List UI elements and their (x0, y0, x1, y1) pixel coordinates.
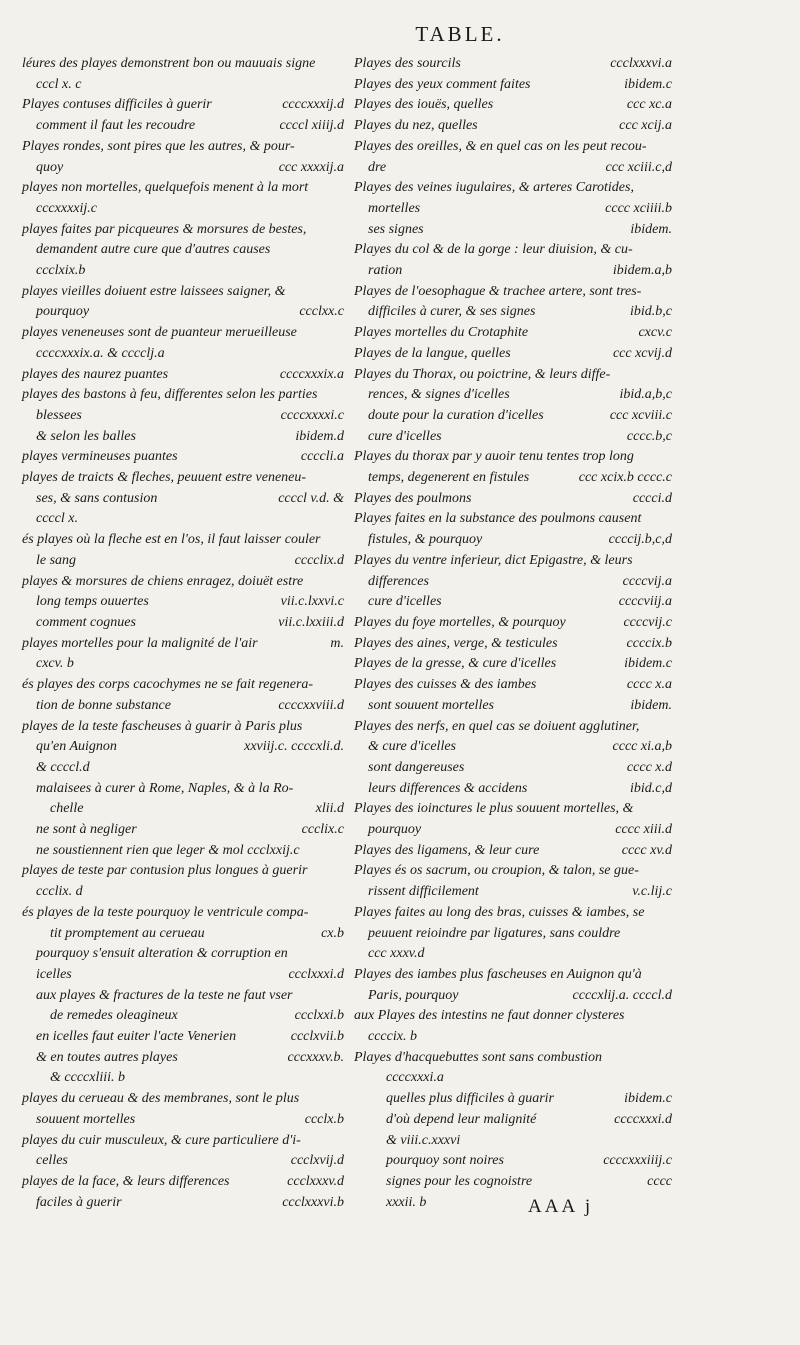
index-entry (354, 489, 672, 510)
index-entry (354, 841, 672, 862)
index-entry (354, 1193, 672, 1214)
index-entry (354, 737, 672, 758)
entry-text: leurs differences & accidens (368, 780, 528, 796)
entry-text: playes mortelles pour la malignité de l'air (22, 635, 258, 651)
entry-text: playes des bastons à feu, differentes selon les parties (22, 387, 318, 403)
index-entry (354, 924, 672, 945)
entry-reference: cx.b (321, 925, 344, 941)
index-entry (354, 1089, 672, 1110)
index-entry (22, 572, 344, 593)
index-entry (22, 613, 344, 634)
entry-text: Playes des sourcils (354, 56, 461, 71)
index-entry (354, 675, 672, 696)
entry-text: Playes d'hacquebuttes sont sans combustion (354, 1049, 602, 1065)
index-entry (22, 116, 344, 137)
index-entry (354, 1110, 672, 1131)
entry-reference: ccclxx.c (299, 304, 344, 320)
index-entry (354, 758, 672, 779)
entry-text: playes & morsures de chiens enragez, doiuët estre (22, 573, 304, 589)
index-entry (354, 717, 672, 738)
index-entry (22, 1110, 344, 1131)
entry-text: peuuent reioindre par ligatures, sans couldre (368, 925, 621, 941)
index-entry (354, 220, 672, 241)
index-entry (354, 323, 672, 344)
entry-text: & cure d'icelles (368, 739, 456, 755)
index-entry (22, 199, 344, 220)
entry-reference: v.c.lij.c (632, 884, 672, 900)
entry-reference: cccc.b,c (626, 428, 672, 444)
entry-text: signes pour les cognoistre (386, 1173, 533, 1189)
entry-text: Playes du Thorax, ou poictrine, & leurs diffe- (354, 366, 611, 382)
entry-text: Playes des oreilles, & en quel cas on les peut recou- (354, 138, 647, 154)
index-entry (22, 137, 344, 158)
index-entry (354, 1048, 672, 1069)
entry-text: qu'en Auignon (36, 739, 117, 755)
entry-reference: cccclix.d (294, 552, 344, 568)
index-entry (354, 54, 672, 75)
index-entry (22, 696, 344, 717)
signature-mark: AAA j (528, 1196, 594, 1217)
entry-reference: ccc xxxxij.a (278, 159, 344, 175)
index-entry (354, 882, 672, 903)
entry-text: Playes és os sacrum, ou croupion, & talon, se gue- (354, 863, 639, 879)
index-entry (22, 551, 344, 572)
entry-reference: ccccviij.a (618, 594, 672, 610)
entry-reference: ccclxvii.b (290, 1029, 344, 1045)
entry-reference: ccccix.b (626, 635, 672, 651)
entry-text: cccl x. c (36, 76, 82, 92)
entry-reference: ccccxxxi.d (614, 1111, 672, 1127)
entry-text: cure d'icelles (368, 428, 442, 444)
index-entry (22, 1006, 344, 1027)
entry-reference: ibidem.c (624, 76, 672, 92)
index-entry (22, 385, 344, 406)
index-entry (354, 1151, 672, 1172)
entry-text: Playes des iambes plus fascheuses en Auignon qu'à (354, 966, 642, 982)
entry-text: Playes du foye mortelles, & pourquoy (354, 614, 566, 630)
entry-text: & selon les balles (36, 428, 136, 444)
entry-reference: cccc (647, 1173, 672, 1189)
entry-text: comment il faut les recoudre (36, 118, 196, 134)
entry-text: Playes des cuisses & des iambes (354, 677, 537, 693)
index-entry (22, 302, 344, 323)
entry-reference: ibidem.c (624, 656, 672, 672)
entry-text: Playes mortelles du Crotaphite (354, 325, 529, 341)
entry-text: Playes de la langue, quelles (354, 345, 511, 361)
entry-text: Playes du ventre inferieur, dict Epigastre, & leurs (354, 552, 633, 568)
index-entry (354, 240, 672, 261)
index-entry (22, 323, 344, 344)
entry-text: pourquoy sont noires (386, 1153, 504, 1169)
entry-reference: ccc xcij.a (619, 118, 672, 134)
entry-text: cccxxxxij.c (36, 200, 97, 216)
entry-reference: ccccvij.c (623, 614, 672, 630)
index-entry (22, 986, 344, 1007)
entry-text: differences (368, 573, 429, 589)
index-entry (22, 758, 344, 779)
page-header (0, 22, 800, 47)
index-entry (22, 447, 344, 468)
entry-reference: cccci.d (632, 490, 672, 506)
entry-reference: ccclxxxv.d (287, 1173, 344, 1189)
index-column-left (22, 54, 344, 1213)
index-entry (22, 675, 344, 696)
entry-text: ccclix. d (36, 884, 83, 900)
index-entry (22, 1172, 344, 1193)
entry-text: Playes des poulmons (354, 490, 472, 506)
index-entry (22, 1131, 344, 1152)
entry-text: playes non mortelles, quelquefois menent à la mort (22, 180, 309, 196)
entry-reference: cccc xciiii.b (605, 200, 672, 216)
entry-reference: ccc xcvij.d (612, 345, 672, 361)
entry-reference: ccclxxxi.d (288, 966, 344, 982)
entry-text: Playes du col & de la gorge : leur diuision, & cu- (354, 242, 633, 258)
index-entry (22, 54, 344, 75)
index-entry (354, 572, 672, 593)
index-entry (22, 820, 344, 841)
entry-reference: xxviij.c. ccccxli.d. (244, 739, 344, 755)
index-entry (22, 634, 344, 655)
index-entry (354, 1131, 672, 1152)
index-column-right (354, 54, 672, 1213)
entry-text: playes de la face, & leurs differences (22, 1173, 230, 1189)
entry-reference: ccclix.c (301, 822, 344, 838)
entry-text: playes veneneuses sont de puanteur merueilleuse (22, 325, 297, 341)
index-entry (354, 613, 672, 634)
entry-text: ne sont à negliger (36, 822, 137, 838)
entry-text: Playes des yeux comment faites (354, 76, 531, 92)
entry-reference: cccc xv.d (621, 842, 672, 858)
index-entry (354, 986, 672, 1007)
index-entry (354, 530, 672, 551)
entry-reference: ccc xcix.b cccc.c (578, 470, 672, 486)
entry-reference: ccclx.b (304, 1111, 344, 1127)
index-entry (354, 137, 672, 158)
entry-text: és playes où la fleche est en l'os, il faut laisser couler (22, 532, 321, 548)
entry-text: Playes rondes, sont pires que les autres, & pour- (22, 138, 295, 154)
entry-reference: cccc xi.a,b (612, 739, 672, 755)
entry-text: Playes des ligamens, & leur cure (354, 842, 540, 858)
index-entry (22, 530, 344, 551)
index-entry (354, 965, 672, 986)
entry-text: mortelles (368, 200, 421, 216)
index-entry (22, 95, 344, 116)
index-entry (22, 1027, 344, 1048)
entry-reference: ccccxxxix.a (279, 366, 344, 382)
entry-text: playes des naurez puantes (22, 366, 169, 382)
entry-reference: ibidem. (630, 697, 672, 713)
index-entry (22, 75, 344, 96)
entry-text: playes de traicts & fleches, peuuent estre veneneu- (22, 470, 307, 486)
index-entry (354, 75, 672, 96)
index-entry (354, 282, 672, 303)
index-entry (354, 592, 672, 613)
index-entry (354, 944, 672, 965)
index-entry (354, 344, 672, 365)
index-entry (22, 841, 344, 862)
entry-text: fistules, & pourquoy (368, 532, 483, 548)
entry-reference: ibid.a,b,c (619, 387, 672, 403)
entry-text: blessees (36, 407, 82, 423)
entry-reference: ccc xc.a (626, 97, 672, 113)
entry-text: Playes des nerfs, en quel cas se doiuent agglutiner, (354, 718, 640, 734)
index-entry (22, 965, 344, 986)
index-entry (354, 302, 672, 323)
entry-text: en icelles faut euiter l'acte Venerien (36, 1029, 237, 1045)
entry-text: playes vieilles doiuent estre laissees saigner, & (22, 283, 286, 299)
index-entry (354, 178, 672, 199)
entry-text: Playes du nez, quelles (354, 118, 478, 134)
index-entry (22, 261, 344, 282)
entry-text: & ccccl.d (36, 759, 90, 775)
entry-reference: ccccxxxiiij.c (603, 1153, 672, 1169)
entry-reference: m. (330, 635, 344, 651)
index-entry (22, 282, 344, 303)
entry-text: pourquoy (36, 304, 90, 320)
index-entry (22, 1193, 344, 1214)
index-entry (354, 654, 672, 675)
entry-text: Playes des aines, verge, & testicules (354, 635, 558, 651)
entry-text: difficiles à curer, & ses signes (368, 304, 536, 320)
entry-text: & ccccxliii. b (50, 1070, 126, 1086)
entry-text: playes du cerueau & des membranes, sont le plus (22, 1091, 300, 1107)
entry-reference: ccccxxxij.d (282, 97, 344, 113)
index-entry (354, 903, 672, 924)
entry-reference: ibidem.c (624, 1091, 672, 1107)
index-entry (354, 799, 672, 820)
entry-text: ses signes (368, 221, 424, 237)
index-entry (22, 944, 344, 965)
entry-text: Playes faites au long des bras, cuisses & iambes, se (354, 904, 645, 920)
entry-text: cxcv. b (36, 656, 74, 672)
page-title: TABLE. (415, 22, 505, 46)
entry-text: le sang (36, 552, 77, 568)
entry-reference: cxcv.c (638, 325, 672, 341)
index-entry (22, 1068, 344, 1089)
entry-text: demandent autre cure que d'autres causes (36, 242, 271, 258)
index-entry (354, 365, 672, 386)
entry-text: playes du cuir musculeux, & cure particuliere d'i- (22, 1132, 301, 1148)
entry-text: Playes des ioinctures le plus souuent mortelles, & (354, 801, 634, 817)
index-entry (22, 406, 344, 427)
entry-reference: ccclxxxvi.b (282, 1194, 344, 1210)
entry-text: ccccxxxi.a (386, 1070, 444, 1086)
entry-reference: ccc xciii.c,d (605, 159, 672, 175)
index-entry (22, 737, 344, 758)
index-entry (354, 634, 672, 655)
entry-text: Paris, pourquoy (368, 987, 459, 1003)
entry-text: playes de teste par contusion plus longues à guerir (22, 863, 308, 879)
entry-text: dre (368, 159, 387, 175)
entry-text: ne soustiennent rien que leger & mol ccclxxij.c (36, 842, 300, 858)
index-entry (354, 551, 672, 572)
entry-reference: cccxxxv.b. (287, 1049, 344, 1065)
entry-text: tit promptement au cerueau (50, 925, 205, 941)
index-entry (354, 427, 672, 448)
index-entry (354, 199, 672, 220)
entry-text: souuent mortelles (36, 1111, 136, 1127)
index-entry (354, 861, 672, 882)
entry-text: ses, & sans contusion (36, 490, 158, 506)
index-entry (22, 1089, 344, 1110)
entry-reference: ccccxlij.a. ccccl.d (572, 987, 672, 1003)
entry-reference: ccccl v.d. & (278, 490, 344, 506)
entry-text: quelles plus difficiles à guarir (386, 1091, 554, 1107)
entry-text: tion de bonne substance (36, 697, 171, 713)
entry-text: sont souuent mortelles (368, 697, 494, 713)
index-entry (354, 447, 672, 468)
entry-reference: ccccxxxxi.c (280, 407, 344, 423)
entry-text: doute pour la curation d'icelles (368, 407, 544, 423)
entry-text: temps, degenerent en fistules (368, 470, 530, 486)
entry-reference: ccccl xiiij.d (279, 118, 344, 134)
entry-text: comment cognues (36, 614, 136, 630)
index-entry (22, 468, 344, 489)
entry-reference: vii.c.lxxiii.d (278, 614, 344, 630)
entry-reference: ccc xcviii.c (609, 407, 672, 423)
index-entry (22, 158, 344, 179)
entry-reference: ccccij.b,c,d (608, 532, 672, 548)
entry-reference: cccc x.a (626, 677, 672, 693)
entry-text: ccccxxxix.a. & cccclj.a (36, 345, 165, 361)
index-entry (22, 365, 344, 386)
entry-text: Playes des veines iugulaires, & arteres Carotides, (354, 180, 634, 196)
entry-reference: ibidem.a,b (612, 263, 672, 279)
entry-text: Playes contuses difficiles à guerir (22, 97, 212, 113)
entry-text: quoy (36, 159, 64, 175)
index-entry (22, 799, 344, 820)
index-entry (22, 903, 344, 924)
entry-text: léures des playes demonstrent bon ou mauuais signe (22, 56, 316, 71)
entry-text: playes vermineuses puantes (22, 449, 178, 465)
entry-text: xxxii. b (386, 1194, 427, 1210)
index-entry (22, 861, 344, 882)
entry-reference: ccccli.a (300, 449, 344, 465)
index-entry (354, 1027, 672, 1048)
entry-text: chelle (50, 801, 84, 817)
index-entry (354, 779, 672, 800)
entry-text: és playes de la teste pourquoy le ventricule compa- (22, 904, 309, 920)
entry-reference: ccclxxxvi.a (610, 56, 672, 71)
index-entry (354, 509, 672, 530)
entry-text: ccc xxxv.d (368, 946, 425, 962)
entry-text: Playes de l'oesophague & trachee artere, sont tres- (354, 283, 642, 299)
index-entry (354, 1006, 672, 1027)
entry-text: playes de la teste fascheuses à guarir à Paris plus (22, 718, 303, 734)
entry-text: malaisees à curer à Rome, Naples, & à la Ro- (36, 780, 294, 796)
index-entry (22, 1151, 344, 1172)
entry-reference: vii.c.lxxvi.c (280, 594, 344, 610)
entry-text: icelles (36, 966, 72, 982)
index-entry (22, 240, 344, 261)
entry-reference: ibid.c,d (630, 780, 672, 796)
index-entry (354, 95, 672, 116)
index-entry (22, 509, 344, 530)
index-entry (354, 1068, 672, 1089)
index-entry (22, 344, 344, 365)
entry-text: ccclxix.b (36, 263, 86, 279)
index-entry (22, 1048, 344, 1069)
entry-text: faciles à guerir (36, 1194, 122, 1210)
entry-reference: ccccvij.a (622, 573, 672, 589)
index-entry (354, 468, 672, 489)
entry-text: playes faites par picqueures & morsures de bestes, (22, 221, 307, 237)
entry-text: Playes du thorax par y auoir tenu tentes trop long (354, 449, 634, 465)
entry-reference: ibidem.d (295, 428, 344, 444)
entry-reference: ccccxxviii.d (278, 697, 344, 713)
index-entry (354, 261, 672, 282)
index-entry (22, 489, 344, 510)
index-entry (22, 178, 344, 199)
entry-reference: cccc xiii.d (615, 822, 672, 838)
entry-text: cure d'icelles (368, 594, 442, 610)
entry-text: ccccl x. (36, 511, 78, 527)
entry-text: ccccix. b (368, 1029, 417, 1045)
index-entry (354, 406, 672, 427)
index-entry (22, 924, 344, 945)
entry-text: & viii.c.xxxvi (386, 1132, 461, 1148)
entry-text: ration (368, 263, 403, 279)
entry-text: de remedes oleagineux (50, 1008, 178, 1024)
entry-reference: ibidem. (630, 221, 672, 237)
entry-reference: cccc x.d (626, 759, 672, 775)
entry-reference: ibid.b,c (630, 304, 672, 320)
entry-text: rences, & signes d'icelles (368, 387, 510, 403)
entry-reference: ccclxxi.b (294, 1008, 344, 1024)
index-entry (354, 385, 672, 406)
index-entry (354, 696, 672, 717)
entry-text: Playes de la gresse, & cure d'icelles (354, 656, 557, 672)
entry-text: rissent difficilement (368, 884, 479, 900)
entry-text: aux playes & fractures de la teste ne faut vser (36, 987, 293, 1003)
entry-text: pourquoy s'ensuit alteration & corruption en (36, 946, 288, 962)
index-entry (22, 220, 344, 241)
index-entry (22, 882, 344, 903)
index-entry (354, 158, 672, 179)
index-entry (22, 717, 344, 738)
entry-text: long temps ouuertes (36, 594, 149, 610)
index-entry (22, 654, 344, 675)
entry-reference: ccclxvij.d (290, 1153, 344, 1169)
entry-text: sont dangereuses (368, 759, 465, 775)
entry-text: és playes des corps cacochymes ne se fait regenera- (22, 677, 314, 693)
entry-text: aux Playes des intestins ne faut donner clysteres (354, 1008, 625, 1024)
entry-text: celles (36, 1153, 68, 1169)
entry-text: Playes faites en la substance des poulmons causent (354, 511, 642, 527)
entry-text: d'où depend leur malignité (386, 1111, 537, 1127)
entry-text: Playes des iouës, quelles (354, 97, 494, 113)
index-entry (22, 592, 344, 613)
index-entry (354, 116, 672, 137)
entry-text: pourquoy (368, 822, 422, 838)
index-entry (354, 1172, 672, 1193)
entry-reference: xlii.d (315, 801, 344, 817)
index-entry (22, 779, 344, 800)
index-entry (354, 820, 672, 841)
index-entry (22, 427, 344, 448)
entry-text: & en toutes autres playes (36, 1049, 178, 1065)
